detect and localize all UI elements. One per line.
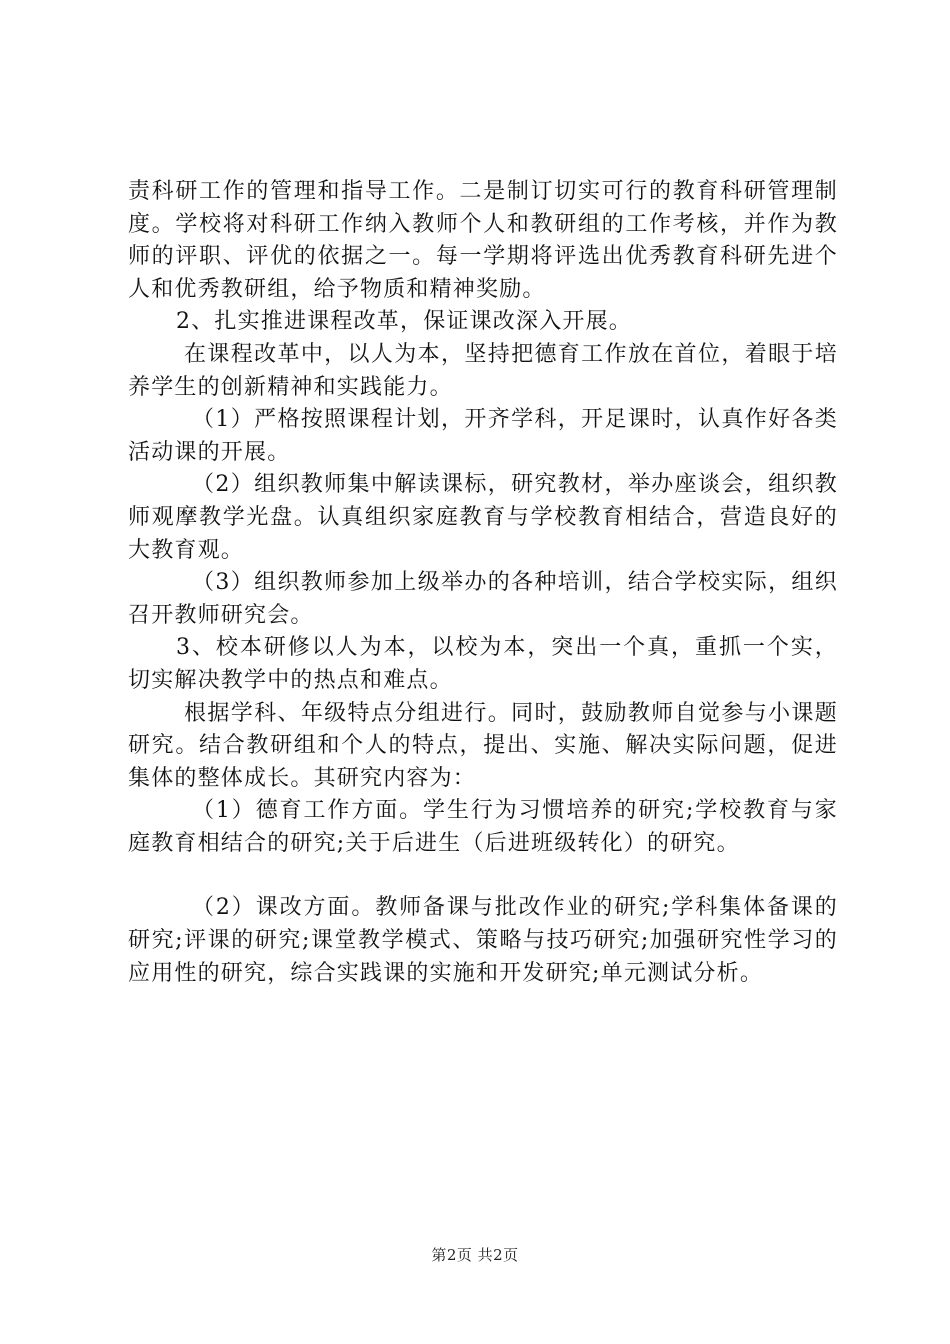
page-number-footer: 第2页 共2页 [431, 1246, 519, 1264]
document-body [128, 176, 838, 990]
paragraph-research-reform: （2）课改方面。教师备课与批改作业的研究;学科集体备课的研究;评课的研究;课堂教学模式、策略与技巧研究;加强研究性学习的应用性的研究，综合实践课的实施和开发研究;单元测试分析。 [128, 895, 838, 986]
paragraph-heading-3: 3、校本研修以人为本，以校为本，突出一个真，重抓一个实，切实解决教学中的热点和难点。 [128, 635, 838, 693]
paragraph-group-research: 根据学科、年级特点分组进行。同时，鼓励教师自觉参与小课题研究。结合教研组和个人的特点，提出、实施、解决实际问题，促进集体的整体成长。其研究内容为： [128, 700, 838, 791]
paragraph-item-2: （2）组织教师集中解读课标，研究教材，举办座谈会，组织教师观摩教学光盘。认真组织家庭教育与学校教育相结合，营造良好的大教育观。 [128, 472, 838, 563]
paragraph-continuation: 责科研工作的管理和指导工作。二是制订切实可行的教育科研管理制度。学校将对科研工作纳入教师个人和教研组的工作考核，并作为教师的评职、评优的依据之一。每一学期将评选出优秀教育科研先进个人和优秀教研组，给予物质和精神奖励。 [128, 179, 838, 302]
paragraph-item-3: （3）组织教师参加上级举办的各种培训，结合学校实际，组织召开教师研究会。 [128, 570, 838, 628]
paragraph-curriculum-reform: 在课程改革中，以人为本，坚持把德育工作放在首位，着眼于培养学生的创新精神和实践能力。 [128, 341, 838, 400]
paragraph-heading-2: 2、扎实推进课程改革，保证课改深入开展。 [176, 309, 632, 335]
paragraph-research-moral: （1）德育工作方面。学生行为习惯培养的研究;学校教育与家庭教育相结合的研究;关于后进生（后进班级转化）的研究。 [128, 798, 838, 856]
paragraph-item-1: （1）严格按照课程计划，开齐学科，开足课时，认真作好各类活动课的开展。 [128, 407, 838, 465]
